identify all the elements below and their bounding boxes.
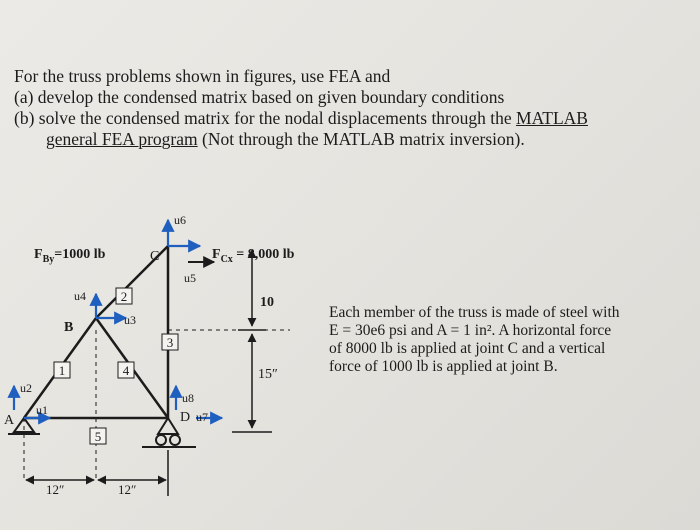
dof-label-u5: u5 (184, 271, 196, 285)
dof-label-u8: u8 (182, 391, 194, 405)
dof-label-u3: u3 (124, 313, 136, 327)
dim-label-right: 12″ (118, 482, 137, 497)
dof-label-u2: u2 (20, 381, 32, 395)
dof-label-u4: u4 (74, 289, 86, 303)
problem-description (329, 304, 699, 376)
intro-line: For the truss problems shown in figures, use FEA and (14, 66, 391, 86)
member-label-4: 4 (122, 363, 130, 378)
member-label-1: 1 (58, 363, 66, 378)
part-b-line-1 (14, 108, 694, 129)
description-line-4: force of 1000 lb is applied at joint B. (329, 358, 558, 375)
node-c-label: C (150, 249, 160, 264)
dim-label-top: 10 (260, 295, 274, 310)
description-line-3: of 8000 lb is applied at joint C and a vertical (329, 340, 606, 357)
dof-label-u7: u7 (196, 410, 208, 424)
problem-statement (14, 66, 694, 150)
dim-label-left: 12″ (46, 482, 65, 497)
node-a-label: A (4, 413, 15, 428)
force-c-label: $F_{Cx} = 8,000$ lb (212, 247, 295, 265)
node-d-label: D (180, 410, 191, 425)
dim-label-bottom: 15″ (258, 367, 278, 382)
part-b-line-2 (14, 129, 694, 150)
part-b-text-2: (Not through the MATLAB matrix inversion). (197, 129, 525, 149)
member-label-5: 5 (94, 429, 102, 444)
part-b-text: (b) solve the condensed matrix for the nodal displacements through the (14, 108, 517, 128)
part-a-line: (a) develop the condensed matrix based on given boundary conditions (14, 87, 505, 107)
matlab-link[interactable]: MATLAB (516, 108, 588, 128)
fea-program-link[interactable]: general FEA program (46, 129, 198, 149)
dof-label-u1: u1 (36, 403, 48, 417)
member-label-3: 3 (166, 335, 174, 350)
member-label-2: 2 (120, 289, 128, 304)
dof-label-u6: u6 (174, 213, 186, 227)
force-b-label: $F_{By}=1000$ lb (34, 247, 106, 265)
description-line-1: Each member of the truss is made of steel with (329, 304, 620, 321)
node-b-label: B (64, 320, 74, 335)
description-line-2: E = 30e6 psi and A = 1 in². A horizontal force (329, 322, 612, 339)
